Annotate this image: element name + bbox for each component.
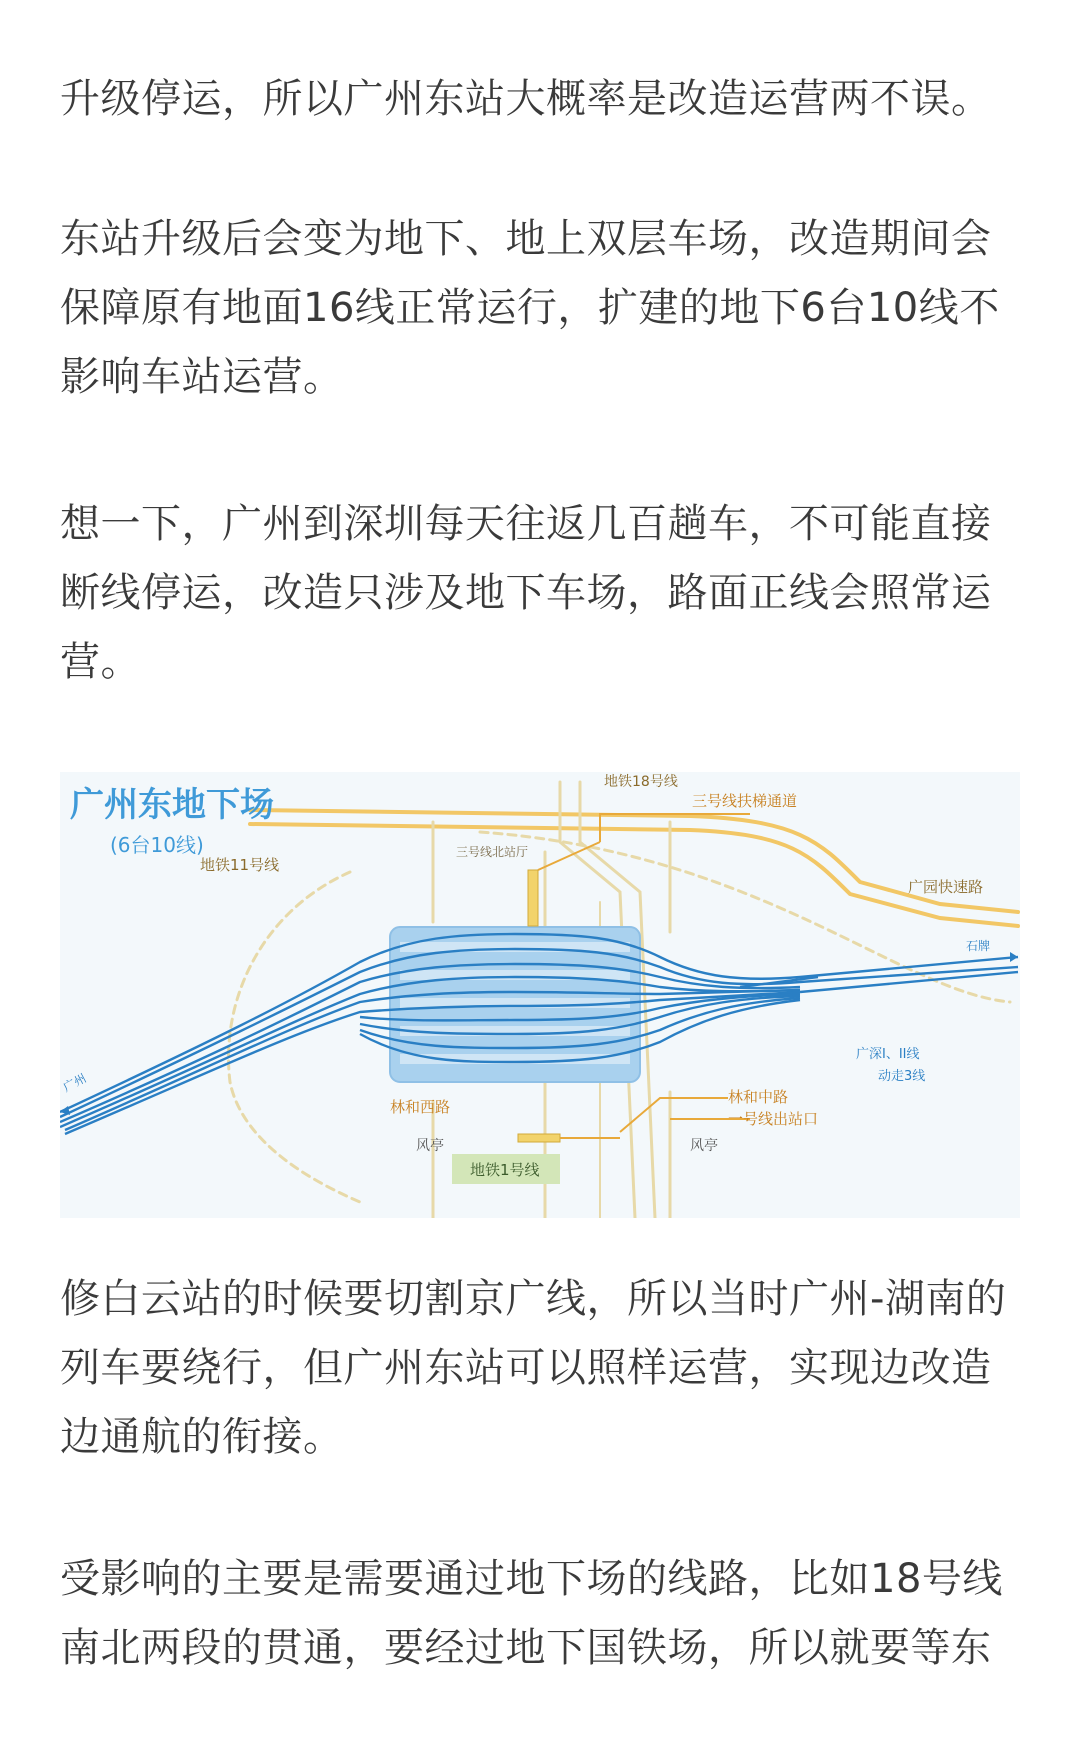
emu-lines-label: 动走3线 [878, 1069, 926, 1084]
paragraph-5 [60, 1545, 1020, 1683]
paragraph-2 [60, 205, 1020, 412]
paragraph-3 [60, 490, 1020, 697]
paragraph-line: 边通航的衔接。 [60, 1414, 344, 1460]
guangshen-lines-label: 广深I、II线 [856, 1047, 920, 1062]
diagram-title: 广州东地下场 [70, 785, 274, 825]
pavilion-right-label: 风亭 [690, 1138, 718, 1154]
paragraph-1 [60, 65, 1020, 134]
linhe-middle-label: 林和中路 [728, 1088, 789, 1106]
guangzhou-label: 广州 [60, 1071, 89, 1095]
paragraph-line: 修白云站的时候要切割京广线，所以当时广州-湖南的 [60, 1276, 1007, 1322]
line3-passage-label: 三号线扶梯通道 [692, 792, 798, 810]
paragraph-line: 升级停运，所以广州东站大概率是改造运营两不误。 [60, 76, 992, 122]
paragraph-line: 营。 [60, 639, 141, 685]
paragraph-4 [60, 1265, 1020, 1472]
paragraph-line: 断线停运，改造只涉及地下车场，路面正线会照常运 [60, 570, 992, 616]
shipai-label: 石牌 [966, 939, 991, 953]
pavilion-left-label: 风亭 [416, 1138, 444, 1154]
paragraph-line: 受影响的主要是需要通过地下场的线路，比如18号线 [60, 1556, 1003, 1602]
station-diagram [60, 772, 1020, 1218]
metro1-label: 地铁1号线 [470, 1161, 540, 1179]
paragraph-line: 保障原有地面16线正常运行，扩建的地下6台10线不 [60, 285, 1000, 331]
diagram-subtitle: (6台10线) [110, 833, 204, 857]
paragraph-line: 东站升级后会变为地下、地上双层车场，改造期间会 [60, 216, 992, 262]
metro11-label: 地铁11号线 [200, 856, 280, 874]
line1-exit-bar [518, 1134, 560, 1142]
linhe-west-label: 林和西路 [390, 1098, 451, 1116]
line3-north-hall-label: 三号线北站厅 [456, 845, 529, 859]
paragraph-line: 想一下，广州到深圳每天往返几百趟车，不可能直接 [60, 501, 992, 547]
line1-exit-label: 一号线出站口 [728, 1110, 819, 1128]
railway-tracks [60, 934, 1018, 1134]
metro18-label: 地铁18号线 [604, 774, 678, 790]
shipai-arrow [1010, 952, 1018, 962]
paragraph-line: 影响车站运营。 [60, 354, 344, 400]
paragraph-line: 南北两段的贯通，要经过地下国铁场，所以就要等东 [60, 1625, 992, 1671]
station-diagram-figure [60, 772, 1020, 1218]
line3-north-hall-bar [528, 870, 538, 926]
guangyuan-label: 广园快速路 [908, 878, 984, 896]
paragraph-line: 列车要绕行，但广州东站可以照样运营，实现边改造 [60, 1345, 992, 1391]
